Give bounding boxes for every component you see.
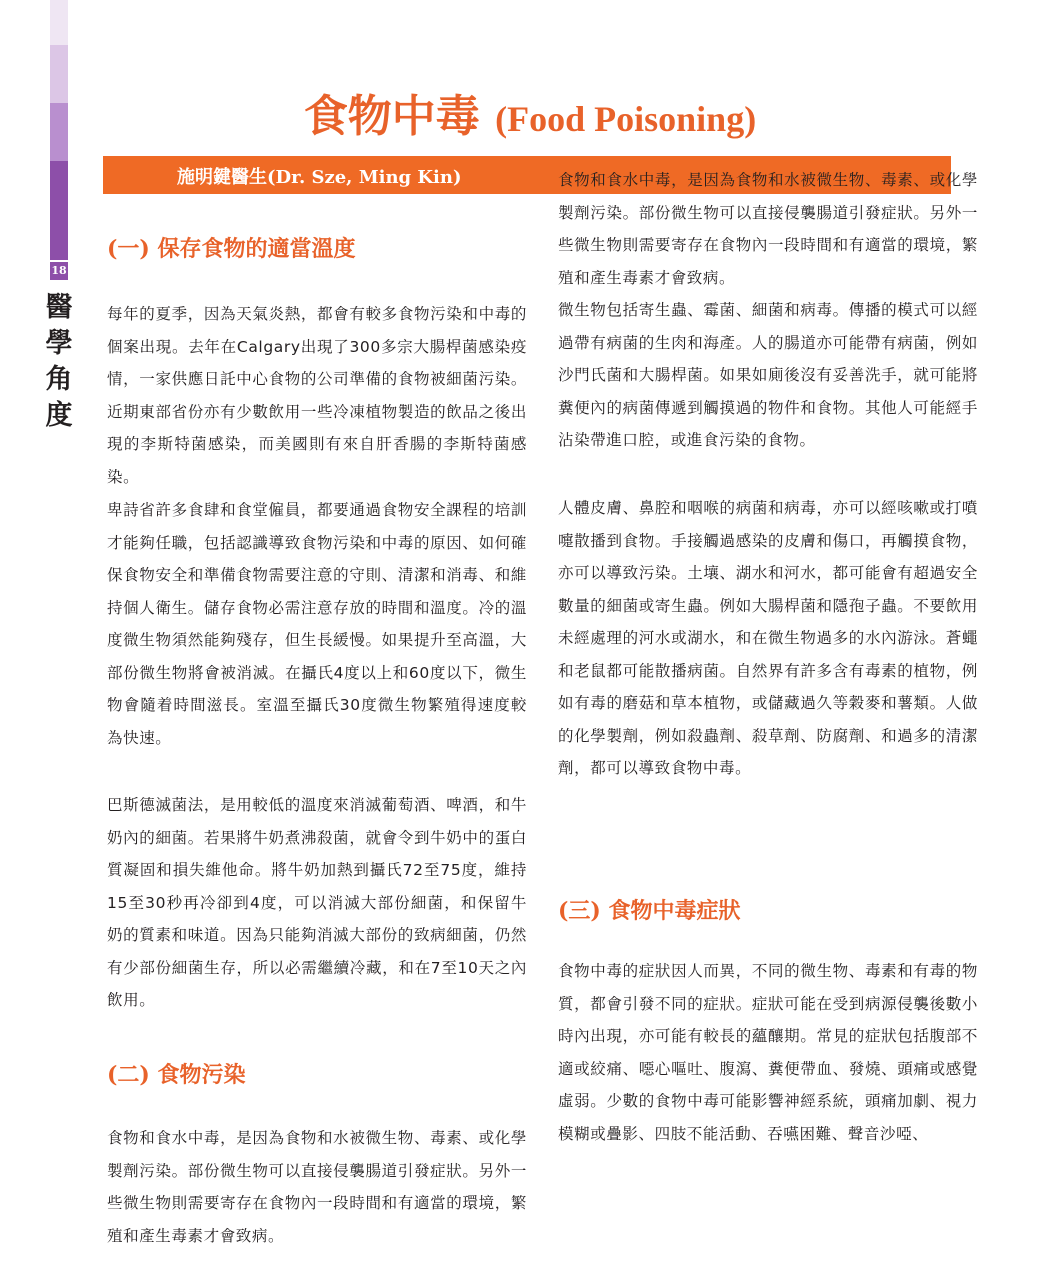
title-chinese: 食物中毒 xyxy=(303,91,480,142)
section-2-paragraph-1-continued xyxy=(558,171,978,294)
section-3-heading: (三) 食物中毒症狀 xyxy=(558,898,741,924)
section-label-char: 角 xyxy=(45,364,73,395)
section-2-paragraph-1-start xyxy=(107,1122,527,1245)
author-name: 施明鍵醫生(Dr. Sze, Ming Kin) xyxy=(177,167,462,188)
title-english: (Food Poisoning) xyxy=(495,99,757,139)
section-1-heading: (一) 保存食物的適當溫度 xyxy=(107,236,356,262)
section-2-paragraph-1-text: 食物和食水中毒，是因為食物和水被微生物、毒素、或化學製劑污染。部份微生物可以直接侵襲腸道引發症狀。另外一些微生物則需要寄存在食物內一段時間和有適當的環境，繁殖和產生毒素才會致病。 xyxy=(107,1129,527,1245)
section-label-char: 度 xyxy=(45,400,73,431)
section-2-paragraph-1-text: 食物和食水中毒，是因為食物和水被微生物、毒素、或化學製劑污染。部份微生物可以直接侵襲腸道引發症狀。另外一些微生物則需要寄存在食物內一段時間和有適當的環境，繁殖和產生毒素才會致病。 xyxy=(558,171,978,287)
section-2-paragraph-3: 人體皮膚、鼻腔和咽喉的病菌和病毒，亦可以經咳嗽或打噴嚏散播到食物。手接觸過感染的皮膚和傷口，再觸摸食物，亦可以導致污染。土壤、湖水和河水，都可能會有超過安全數量的細菌或寄生蟲。例如大腸桿菌和隱孢子蟲。不要飲用未經處理的河水或湖水，和在微生物過多的水內游泳。蒼蠅和老鼠都可能散播病菌。自然界有許多含有毒素的植物，例如有毒的磨菇和草本植物，或儲藏過久等穀麥和薯類。人做的化學製劑，例如殺蟲劑、殺草劑、防腐劑、和過多的清潔劑，都可以導致食物中毒。 xyxy=(558,499,978,777)
section-label-char: 學 xyxy=(45,328,73,359)
section-1-paragraph-2: 卑詩省許多食肆和食堂僱員，都要通過食物安全課程的培訓才能夠任職，包括認識導致食物污染和中毒的原因、如何確保食物安全和準備食物需要注意的守則、清潔和消毒、和維持個人衛生。儲存食物必需注意存放的時間和溫度。冷的溫度微生物須然能夠殘存，但生長緩慢。如果提升至高溫，大部份微生物將會被消滅。在攝氏4度以上和60度以下，微生物會隨着時間滋長。室溫至攝氏30度微生物繁殖得速度較為快速。 xyxy=(107,501,527,747)
section-label-char: 醫 xyxy=(45,292,73,323)
section-1-paragraph-1: 每年的夏季，因為天氣炎熱，都會有較多食物污染和中毒的個案出現。去年在Calgary出現了300多宗大腸桿菌感染疫情，一家供應日託中心食物的公司準備的食物被細菌污染。近期東部省份亦有少數飲用一些冷凍植物製造的飲品之後出現的李斯特菌感染，而美國則有來自肝香腸的李斯特菌感染。 xyxy=(107,305,527,486)
section-label xyxy=(44,290,74,434)
section-2-heading: (二) 食物污染 xyxy=(107,1062,246,1088)
page-number: 18 xyxy=(50,262,68,280)
section-1-paragraph-3: 巴斯德滅菌法，是用較低的溫度來消滅葡萄酒、啤酒，和牛奶內的細菌。若果將牛奶煮沸殺菌，就會令到牛奶中的蛋白質凝固和損失維他命。將牛奶加熱到攝氏72至75度，維持15至30秒再冷卻到4度，可以消滅大部份細菌，和保留牛奶的質素和味道。因為只能夠消滅大部份的致病細菌，仍然有少部份細菌生存，所以必需繼續冷藏，和在7至10天之內飲用。 xyxy=(107,796,527,1009)
article-title xyxy=(0,80,1060,144)
section-2-paragraph-2: 微生物包括寄生蟲、霉菌、細菌和病毒。傳播的模式可以經過帶有病菌的生肉和海產。人的腸道亦可能帶有病菌，例如沙門氏菌和大腸桿菌。如果如廁後沒有妥善洗手，就可能將糞便內的病菌傳遞到觸摸過的物件和食物。其他人可能經手沾染帶進口腔，或進食污染的食物。 xyxy=(558,301,978,449)
section-3-paragraph-1: 食物中毒的症狀因人而異，不同的微生物、毒素和有毒的物質，都會引發不同的症狀。症狀可能在受到病源侵襲後數小時內出現，亦可能有較長的蘊釀期。常見的症狀包括腹部不適或絞痛、噁心嘔吐、腹瀉、糞便帶血、發燒、頭痛或感覺虛弱。少數的食物中毒可能影響神經系統，頭痛加劇、視力模糊或疊影、四肢不能活動、吞嚥困難、聲音沙啞、 xyxy=(558,962,978,1143)
